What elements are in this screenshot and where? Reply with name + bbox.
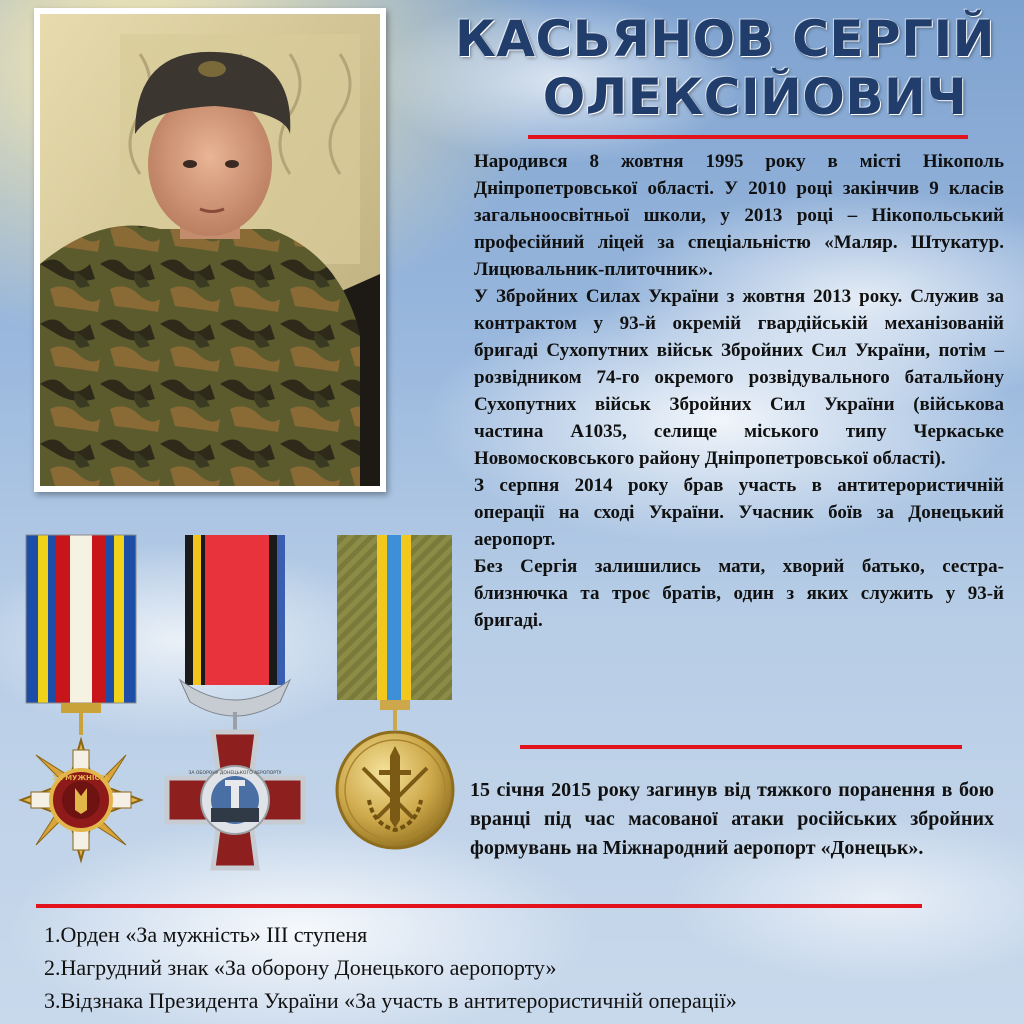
awards-divider xyxy=(36,904,922,908)
bio-paragraph: Без Сергія залишились мати, хворий батько, сестра-близнючка та троє братів, один з яких служить у 93-й бригаді. xyxy=(474,556,1004,631)
award-item: 1.Орден «За мужність» ІІІ ступеня xyxy=(44,922,368,947)
donetsk-airport-defense-medal xyxy=(160,530,310,875)
order-for-courage-medal xyxy=(6,530,156,875)
portrait-photo xyxy=(34,8,386,492)
ato-participation-medal xyxy=(325,530,460,875)
biography-text xyxy=(474,148,1004,634)
page-title-line2: ОЛЕКСІЙОВИЧ xyxy=(542,68,968,126)
award-item: 3.Відзнака Президента України «За участь в антитерористичній операції» xyxy=(44,988,737,1013)
bio-divider xyxy=(520,745,962,749)
bio-paragraph: Народився 8 жовтня 1995 року в місті Нікополь Дніпропетровської області. У 2010 році закінчив 9 класів загальноосвітньої школи, у 2013 році – Нікопольський професійний ліцей за спеціальністю «Маляр. Штукатур. Лицювальник-плиточник». xyxy=(474,151,1004,280)
medal2-inscription: ЗА ОБОРОНУ ДОНЕЦЬКОГО АЕРОПОРТУ xyxy=(188,771,282,776)
awards-list xyxy=(44,918,1004,1017)
bio-paragraph: У Збройних Силах України з жовтня 2013 року. Служив за контрактом у 93-й окремій гвардійській механізованій бригаді Сухопутних військ Збройних Сил України, потім – розвідником 74-го окремого розвідувального батальйону Сухопутних військ Збройних Сил України (військова частина А1035, селище міського типу Черкаське Новомосковського району Дніпропетровської області). xyxy=(474,286,1004,469)
portrait-image xyxy=(40,14,380,486)
title-divider xyxy=(528,135,968,139)
bio-paragraph: З серпня 2014 року брав участь в антитерористичній операції на сході України. Учасник боїв за Донецький аеропорт. xyxy=(474,475,1004,550)
death-statement: 15 січня 2015 року загинув від тяжкого поранення в бою вранці під час масованої атаки російських збройних формувань на Міжнародний аеропорт «Донецьк». xyxy=(470,779,994,859)
award-item: 2.Нагрудний знак «За оборону Донецького аеропорту» xyxy=(44,955,557,980)
page-title-line1: КАСЬЯНОВ СЕРГІЙ xyxy=(454,10,996,68)
medal1-inscription: ЗА МУЖНІСТЬ xyxy=(52,774,110,782)
